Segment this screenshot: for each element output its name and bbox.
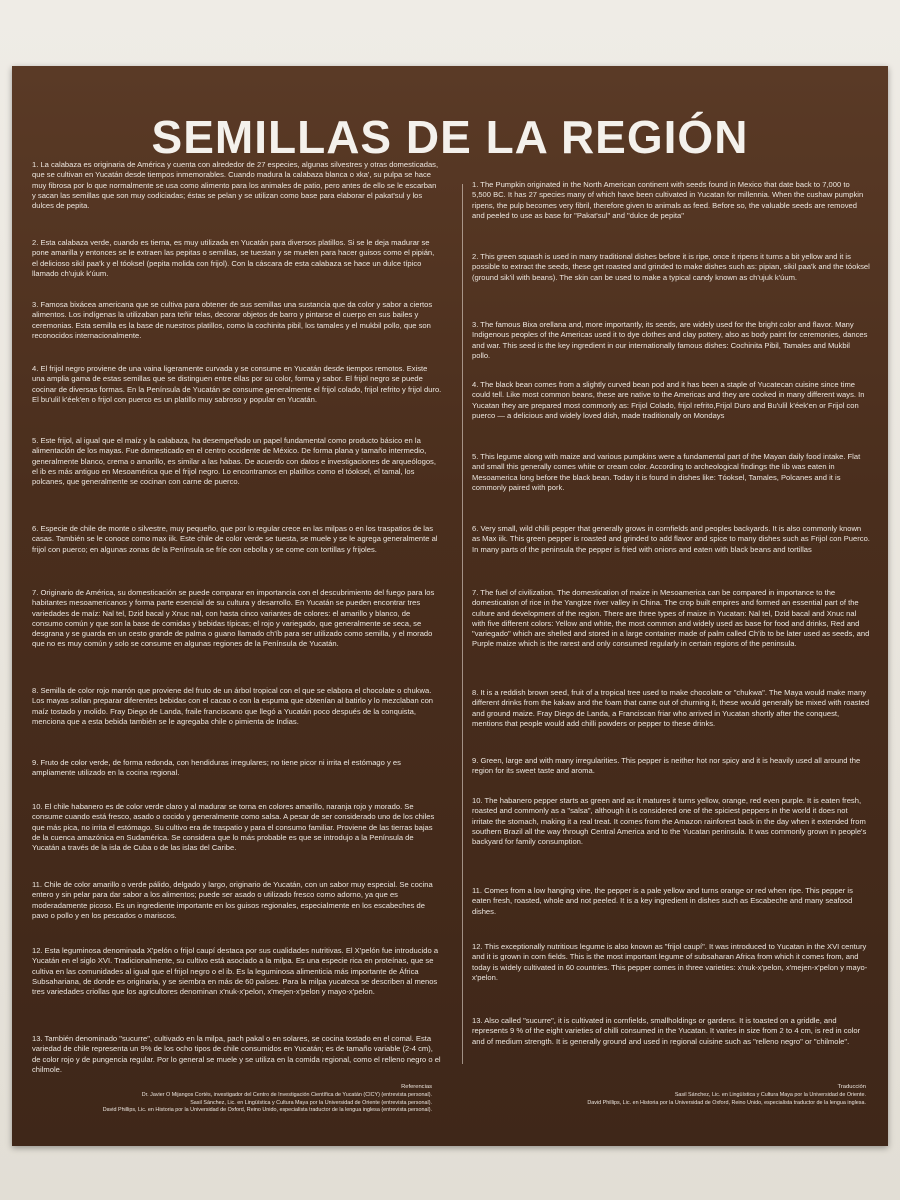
spanish-entry-12: 12. Esta leguminosa denominada X'pelón o frijol caupí destaca por sus cualidades nutritivas. El X'pelón fue introducido a Yucatán en el siglo XVI. Tradicionalmente, su cultivo está asociado a la milpa. Es una especie rica en proteínas, que se cultiva en las comunidades al igual que el frijol negro o el ib. Es la leguminosa alimenticia más importante de África Subsahariana, de donde es originaria, y se siembra en más de 60 países. Para la milpa yucateca se describen al menos tres variedades criollas que los agricultores denominan x'nuk-x'pelon, x'mejen-x'pelon y mayo-x'pelon. (32, 946, 439, 997)
english-entry-7: 7. The fuel of civilization. The domestication of maize in Mesoamerica can be compared in importance to the domestication of rice in the Yangtze river valley in China. The crop built empires and formed an essential part of the culture and development of the region. There are three types of maize in Yucatan: Nal tel, Dzid bacal and Xnuc nal with five different colors: Yellow and white, the most common and widely used as base for food and drinks, Red and "variegado" which are shelled and stored in a large container made of palm called Ch'ib to be later used as seeds, and Purple maize which is the rarest and only consumed regularly in certain regions of the peninsula. (472, 588, 870, 649)
exhibit-sign (12, 66, 888, 1146)
spanish-entry-5: 5. Este frijol, al igual que el maíz y la calabaza, ha desempeñado un papel fundamental como producto básico en la alimentación de los mayas. Fue domesticado en el centro occidente de México. De forma plana y tamaño intermedio, generalmente blanco, crema o amarillo, es similar a las habas. De acuerdo con datos e investigaciones de arqueólogos, el ib es más antiguo en Mesoamérica que el frijol negro. Lo encontramos en platillos como el tóoksel, el tamal, los polcanes, que generalmente se cocinan con carne de puerco. (32, 436, 436, 487)
references-block (32, 1084, 432, 1115)
english-entry-13: 13. Also called "sucurre", it is cultivated in cornfields, smallholdings or gardens. It is toasted on a griddle, and represents 9 % of the eight varieties of chilli consumed in the Yucatan. It varies in size from 2 to 4 cm, is red in color and of medium strength. It is generally ground and used in regional cuisine such as "relleno negro" or "chilmole". (472, 1016, 861, 1046)
english-entry-4: 4. The black bean comes from a slightly curved bean pod and it has been a staple of Yucatecan cuisine since time could tell. Like most common beans, these are native to the Americas and they are cooked in many different ways. In Yucatan they are prepared most commonly as: Frijol Colado, frijol refrito,Frijol Duro and Bu'ulil k'éek'en or Frijol con puerco — a delicious and widely loved dish, made traditionally on Mondays (472, 380, 865, 420)
english-entry-8: 8. It is a reddish brown seed, fruit of a tropical tree used to make chocolate or "chukwa". The Maya would make many different drinks from the kakaw and the foam that came out of churning it, these would generally be mixed with roasted and ground maize. Fray Diego de Landa, a Franciscan friar who arrived in Yucatan shortly after the conquest, mentions that people would add chilli powders or pepper to these drinks. (472, 688, 870, 728)
translation-line: David Phillips, Lic. en Historia por la Universidad de Oxford, Reino Unido, especialista traductor de la lengua inglesa. (587, 1099, 866, 1106)
spanish-entry-8: 8. Semilla de color rojo marrón que proviene del fruto de un árbol tropical con el que se elabora el chocolate o chukwa. Los mayas solían preparar diferentes bebidas con el cacao o con la espuma que obtenían al batirlo y lo mezclaban con maíz tostado y molido. Fray Diego de Landa, fraile franciscano que llegó a Yucatán poco después de la conquista, menciona que a esta bebida también se le agregaba chile o pimienta de Indias. (32, 686, 434, 726)
column-divider (462, 184, 463, 1064)
english-entry-2: 2. This green squash is used in many traditional dishes before it is ripe, once it ripens it turns a bit yellow and it is possible to extract the seeds, these get roasted and grinded to make dishes such as: pipian, sikil paa'k and the tóoksel (ground sik'il with beans). The skin can be used to make a typical candy known as ch'ujuk k'úum. (472, 252, 870, 282)
english-entry-1: 1. The Pumpkin originated in the North American continent with seeds found in Mexico that date back to 7,000 to 5,500 BC. It has 27 species many of which have been cultivated in Yucatan for millennia. When the cushaw pumpkin ripens, the pulp becomes very fibril, therefore given to animals as feed. Before so, the valuable seeds are removed and peeled to use as base for "Pakat'sul" and "dulce de pepita" (472, 180, 864, 220)
spanish-entry-3: 3. Famosa bixácea americana que se cultiva para obtener de sus semillas una sustancia que da color y sabor a ciertos alimentos. Los indígenas la utilizaban para teñir telas, decorar objetos de barro y pintarse el cuerpo en sus bailes y ceremonias. Esta semilla es la base de nuestros platillos, como la cochinita pibil, los tamales y el mukbil pollo, que son reconocidos internacionalmente. (32, 300, 433, 340)
english-entry-11: 11. Comes from a low hanging vine, the pepper is a pale yellow and turns orange or red when ripe. This pepper is eaten fresh, roasted, whole and not peeled. It is a key ingredient in dishes such as Escabeche and many seafood dishes. (472, 886, 853, 916)
spanish-entry-10: 10. El chile habanero es de color verde claro y al madurar se torna en colores amarillo, naranja rojo y morado. Se consume cuando está fresco, asado o cocido y generalmente como salsa. A pesar de ser considerado uno de los chiles que más pica, no irrita el estómago. Su cultivo era de traspatio y para el consumo familiar. Proviene de las tierras bajas de la cuenca amazónica en Sudamérica. Se considera que lo más probable es que se introdujo a la Península de Yucatán a través de la isla de Cuba o de las islas del Caribe. (32, 802, 435, 853)
spanish-entry-13: 13. También denominado "sucurre", cultivado en la milpa, pach pakal o en solares, se cocina tostado en el comal. Esta variedad de chile representa un 9% de los ocho tipos de chile consumidos en Yucatán; es de tamaño variable (2-4 cm), de color rojo y de pungencia regular. Por lo general se muele y se utiliza en la comida regional, como el relleno negro o el chilmole. (32, 1034, 441, 1074)
spanish-entry-1: 1. La calabaza es originaria de América y cuenta con alrededor de 27 especies, algunas silvestres y otras domesticadas, que se cultivan en Yucatán desde tiempos inmemorables. Cuando madura la calabaza blanca o xka', su pulpa se hace muy fibrosa por lo que normalmente se usa como alimento para los animales de patio, pero antes de ello se le escarban y sacan las semillas que son muy codiciadas; éstas se pelan y se utilizan como base para elaborar el pakat'sul y los dulces de pepita. (32, 160, 439, 211)
spanish-entry-7: 7. Originario de América, su domesticación se puede comparar en importancia con el descubrimiento del fuego para los habitantes mesoamericanos y forma parte esencial de su cultura y desarrollo. En Yucatán se pueden encontrar tres variedades de maíz: Nal tel, Dzid bacal y Xnuc nal, con hasta cinco variantes de colores: el amarillo y blanco, de consumo común y que son la base de comidas y bebidas típicas; el rojo y variegado, que generalmente se seca, se desgrana y se guarda en un cesto grande de palma o guano llamado ch'íb para ser utilizado como semilla, y el morado que no es muy común y solo se consume en algunas regiones de la Península de Yucatán. (32, 588, 435, 649)
spanish-entry-6: 6. Especie de chile de monte o silvestre, muy pequeño, que por lo regular crece en las milpas o en los traspatios de las casas. También se le conoce como max iik. Este chile de color verde se tuesta, se muele y se le agrega generalmente al frijol con puerco; en algunas zonas de la Península se fríe con cebolla y se come con tortillas y frijoles. (32, 524, 438, 554)
english-entry-5: 5. This legume along with maize and various pumpkins were a fundamental part of the Mayan daily food intake. Flat and small this generally comes white or cream color. According to archeological findings the Iib was eaten in Mesoamerica long before the black bean. Today it is found in dishes like: Tóoksel, Tamales, Polcanes and it is commonly paired with pork. (472, 452, 861, 492)
references-heading: Referencias (401, 1084, 432, 1090)
translation-heading: Traducción (837, 1084, 866, 1090)
english-entry-6: 6. Very small, wild chilli pepper that generally grows in cornfields and peoples backyards. It is also commonly known as Max iik. This green pepper is roasted and grinded to add flavor and spice to many dishes such as Frijol con Puerco. In many parts of the peninsula the pepper is fried with onions and eaten with black beans and tortillas (472, 524, 870, 554)
sign-title: SEMILLAS DE LA REGIÓN (151, 111, 749, 163)
translation-credits-block (482, 1084, 866, 1107)
reference-line: Dr. Javier O Mijangos Cortés, investigador del Centro de Investigación Científica de Yucatán (CICY) (entrevista personal). (141, 1092, 432, 1099)
reference-line: Sasil Sánchez, Lic. en Lingüística y Cultura Maya por la Universidad de Oriente (entrevista personal). (190, 1099, 432, 1106)
spanish-entry-4: 4. El frijol negro proviene de una vaina ligeramente curvada y se consume en Yucatán desde tiempos remotos. Existe una amplia gama de estas semillas que se distinguen entre ellas por su color, forma y sabor. El frijol negro se puede cocinar de diversas formas. En la Península de Yucatán se consume generalmente el frijol colado, frijol refrito y frijol duro. El bu'ulil k'éek'en o frijol con puerco es un platillo muy sabroso y popular en Yucatán. (32, 364, 442, 404)
reference-line: David Phillips, Lic. en Historia por la Universidad de Oxford, Reino Unido, especialista traductor de la lengua inglesa (entrevista personal). (102, 1107, 432, 1114)
english-entry-12: 12. This exceptionally nutritious legume is also known as "frijol caupí". It was introduced to Yucatan in the XVI century and it is grown in corn fields. This is the most important legume of subsaharan Africa from which it comes from, and today is widely cultivated in 60 countries. This pepper comes in three varieties: x'nuk-x'pelon, x'mejen-x'pelon y mayo-x'pelon. (472, 942, 868, 982)
english-entry-9: 9. Green, large and with many irregularities. This pepper is neither hot nor spicy and it is heavily used all around the region for its sweet taste and aroma. (472, 756, 861, 776)
english-entry-3: 3. The famous Bixa orellana and, more importantly, its seeds, are widely used for the bright color and flavor. Many Indigenous peoples of the Americas used it to dye clothes and clay pottery, also as body paint for ceremonies, dances and war. This seed is the key ingredient in our internationally famous dishes: Cochinita Pibil, Tamales and Mukbil pollo. (472, 320, 868, 360)
spanish-entry-2: 2. Esta calabaza verde, cuando es tierna, es muy utilizada en Yucatán para diversos platillos. Si se le deja madurar se pone amarilla y entonces se le extraen las pepitas o semillas, se tuestan y se muelen para hacer guisos como el pipián, el delicioso sikil paa'k y el tóoksel (pepita molida con frijol). Con la cáscara de esta calabaza se hace un dulce típico llamado ch'ujuk k'úum. (32, 238, 435, 278)
spanish-entry-11: 11. Chile de color amarillo o verde pálido, delgado y largo, originario de Yucatán, con un sabor muy especial. Se cocina entero y sin pelar para dar sabor a los alimentos; puede ser asado o utilizado fresco como adorno, ya que es moderadamente picoso. Es un ingrediente importante en los guisos regionales, especialmente en los escabeches de pavo o pollo y en los pescados o mariscos. (32, 880, 433, 920)
spanish-entry-9: 9. Fruto de color verde, de forma redonda, con hendiduras irregulares; no tiene picor ni irrita el estómago y es ampliamente utilizado en la cocina regional. (32, 758, 401, 778)
translation-line: Sasil Sánchez, Lic. en Lingüística y Cultura Maya por la Universidad de Oriente. (674, 1092, 866, 1099)
english-entry-10: 10. The habanero pepper starts as green and as it matures it turns yellow, orange, red even purple. It is eaten fresh, roasted and commonly as a "salsa", although it is considered one of the spiciest peppers in the world it does not irritate the stomach, making it a real treat. It comes from the Amazon rainforest back in the day when it extended from southern Brazil all the way through Central America and to the Yucatan peninsula. It was commonly grown in people's backyard for family consumption. (472, 796, 867, 847)
